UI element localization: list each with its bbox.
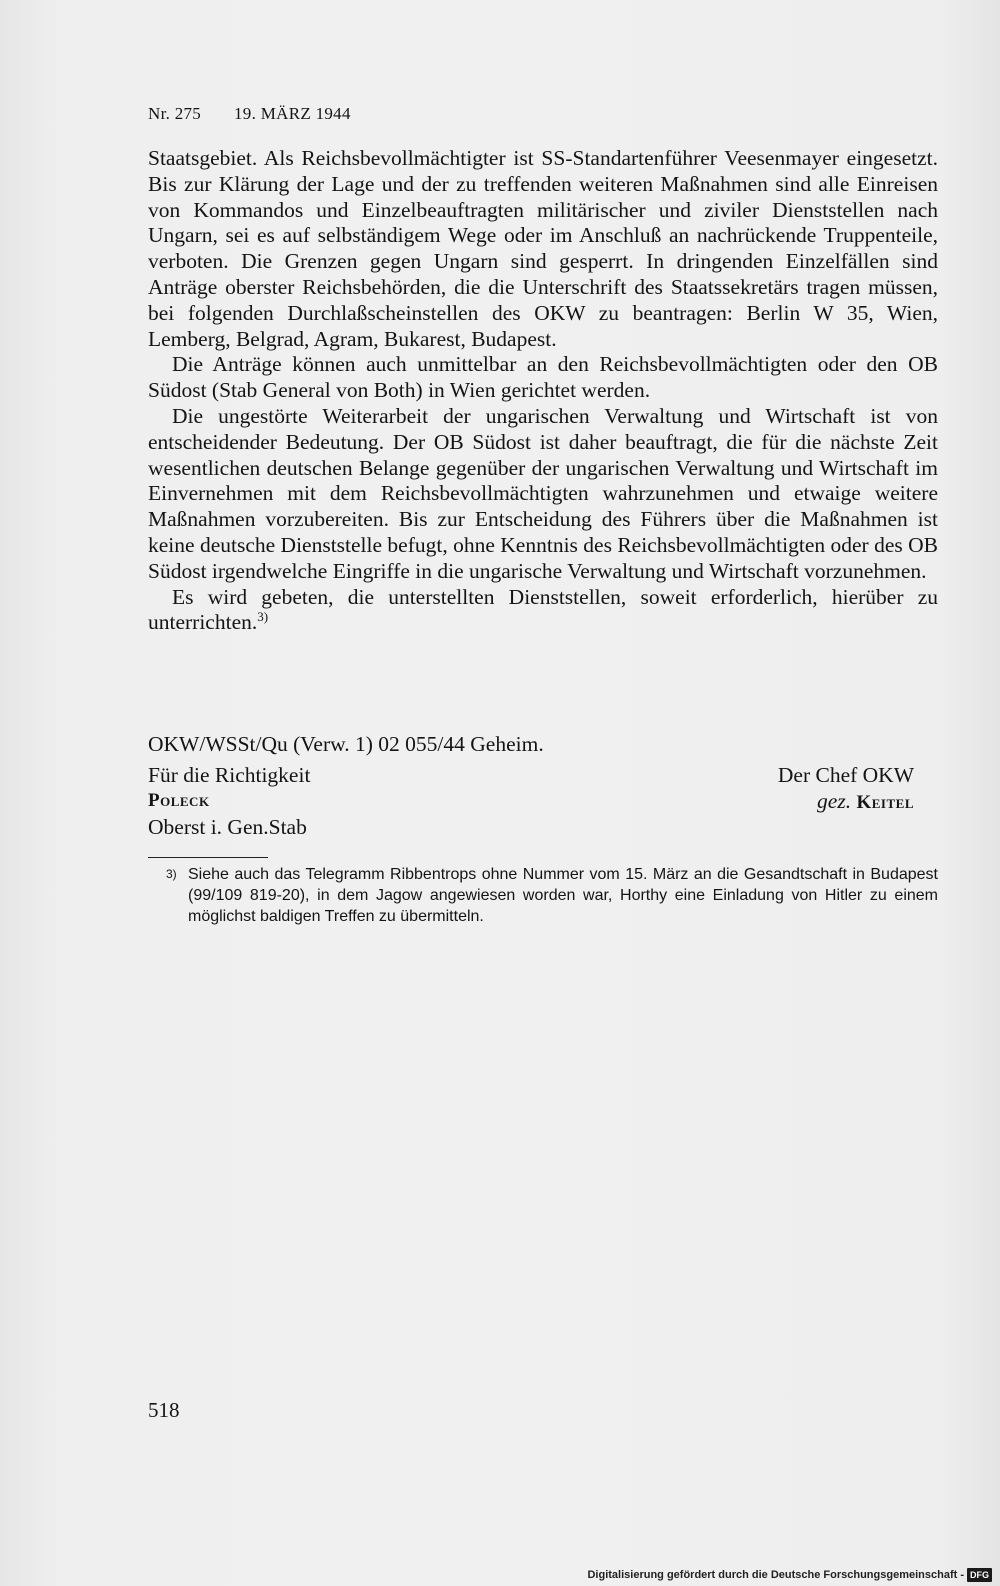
signatory-title-right: Der Chef OKW [777,763,914,787]
page-number: 518 [148,1398,180,1422]
digitization-credit [587,1568,992,1582]
signatory-rank-left: Oberst i. Gen.Stab [148,815,307,839]
footnote-mark: 3) [166,867,177,881]
file-reference: OKW/WSSt/Qu (Verw. 1) 02 055/44 Geheim. [148,732,544,756]
paragraph-1: Staatsgebiet. Als Reichsbevollmächtigter ist SS-Standartenführer Veesenmayer eingesetzt. Bis zur Klärung der Lage und der zu treffenden weiteren Maßnahmen sind alle Einreisen von Kommandos und Einzelbeauftragten militärischer und ziviler Dienststellen nach Ungarn, sei es auf selbständigem Wege oder im Anschluß an nachrückende Truppenteile, verboten. Die Grenzen gegen Ungarn sind gesperrt. In dringenden Einzelfällen sind Anträge oberster Reichsbehörden, die die Unterschrift des Staatssekretärs tragen müssen, bei folgenden Durchlaßscheinstellen des OKW zu beantragen: Berlin W 35, Wien, Lemberg, Belgrad, Agram, Bukarest, Budapest. [148,146,938,351]
signed-prefix: gez. [817,789,852,813]
document-date: 19. MÄRZ 1944 [234,104,351,123]
credit-text: Digitalisierung gefördert durch die Deutsche Forschungsgemeinschaft - [587,1569,964,1581]
signatory-name-left: Poleck [148,790,210,811]
paragraph-4-text: Es wird gebeten, die unterstellten Dienststellen, soweit erforderlich, hierüber zu unterrichten. [148,584,938,635]
paragraph-3: Die ungestörte Weiterarbeit der ungarischen Verwaltung und Wirtschaft ist von entscheidender Bedeutung. Der OB Südost ist daher beauftragt, die für die nächste Zeit wesentlichen deutschen Belange gegenüber der ungarischen Verwaltung und Wirtschaft im Einvernehmen mit dem Reichsbevollmächtigten wahrzunehmen und etwaige weitere Maßnahmen vorzubereiten. Bis zur Entscheidung des Führers über die Maßnahmen ist keine deutsche Dienststelle befugt, ohne Kenntnis des Reichsbevollmächtigten oder des OB Südost irgendwelche Eingriffe in die ungarische Verwaltung und Wirtschaft vorzunehmen. [148,403,938,583]
footnote-rule [148,857,268,858]
dfg-logo-icon: DFG [967,1568,992,1582]
paragraph-2: Die Anträge können auch unmittelbar an den Reichsbevollmächtigten oder den OB Südost (Stab General von Both) in Wien gerichtet werden. [148,352,938,403]
footnote-reference: 3) [257,609,269,625]
footnote-text: Siehe auch das Telegramm Ribbentrops ohne Nummer vom 15. März an die Gesandtschaft in Budapest (99/109 819-20), in dem Jagow angewiesen worden war, Horthy eine Einladung von Hitler zu einem möglichst baldigen Treffen zu übermitteln. [188,866,938,925]
signature-block-left [148,762,310,840]
paragraph-4 [148,585,938,637]
certification-line: Für die Richtigkeit [148,763,311,787]
footnote [166,864,938,927]
signature-block-right [778,762,914,816]
signatory-line-right [778,788,914,816]
running-header [148,104,351,124]
document-number: Nr. 275 [148,104,202,123]
signatory-name-right: Keitel [856,792,914,813]
body-text [148,146,938,636]
